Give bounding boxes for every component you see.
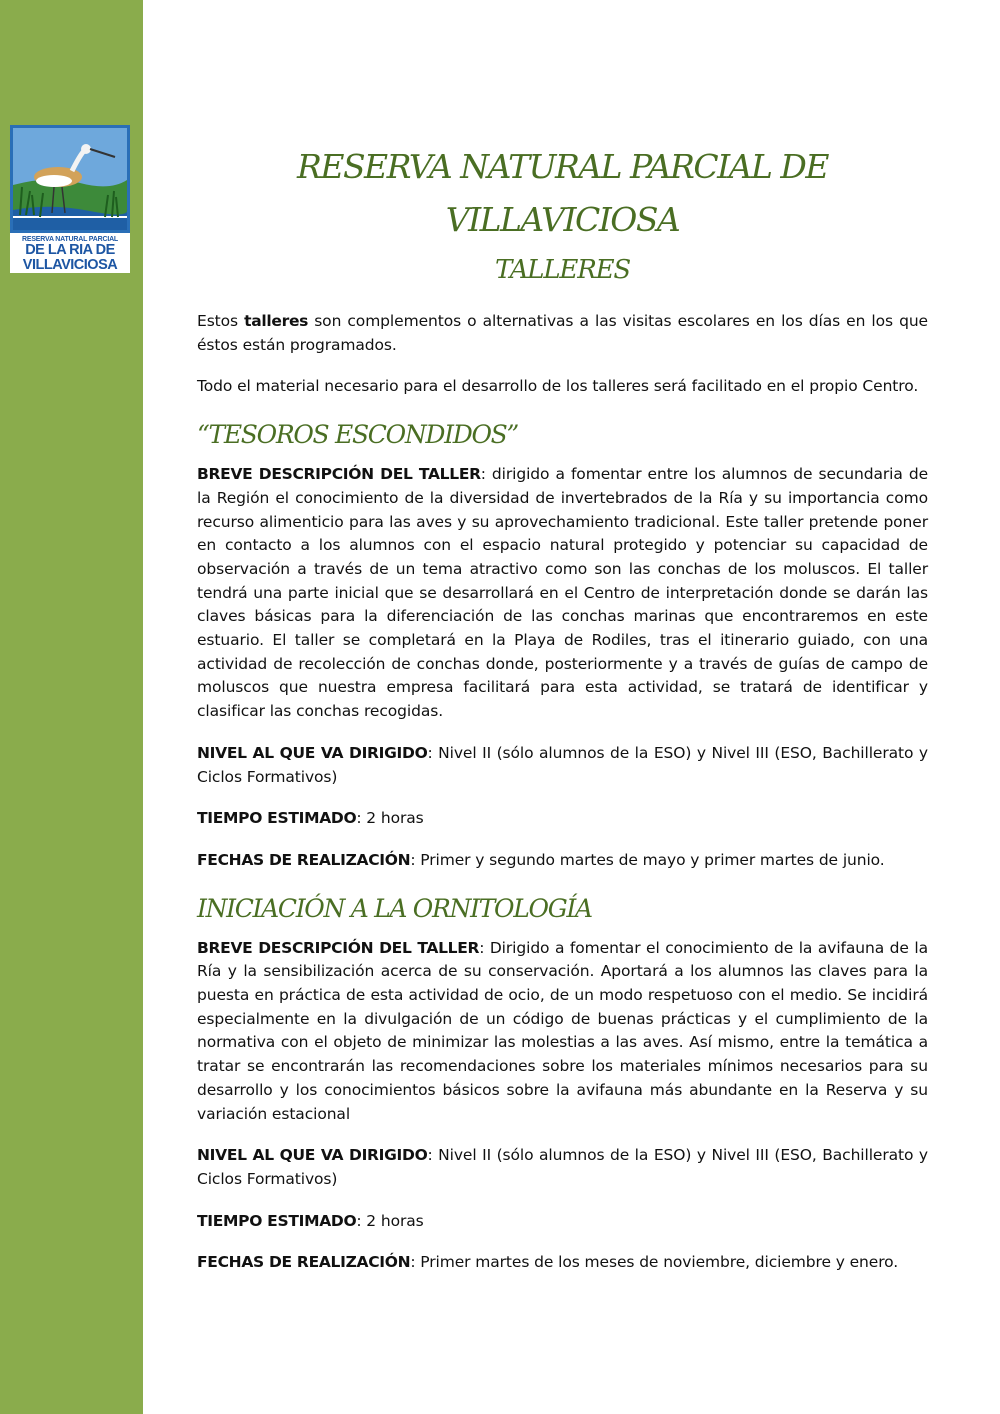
workshop-2-time: [197, 1210, 928, 1234]
workshop-1-dates: [197, 849, 928, 873]
time-label: TIEMPO ESTIMADO: [197, 809, 357, 828]
description-text: : dirigido a fomentar entre los alumnos de secundaria de la Región el conocimiento de la diversidad de invertebrados de la Ría y su importancia como recurso alimenticio para las aves y su aprovechamiento tradicional. Este taller pretende poner en contacto a los alumnos con el espacio natural protegido y potenciar su capacidad de observación a través de un tema atractivo como son las conchas de los moluscos. El taller tendrá una parte inicial que se desarrollará en el Centro de interpretación donde se darán las claves básicas para la diferenciación de las conchas marinas que encontraremos en este estuario. El taller se completará en la Playa de Rodiles, tras el itinerario guiado, con una actividad de recolección de conchas donde, posteriormente y a través de guías de campo de moluscos que nuestra empresa facilitará para esta actividad, se tratará de identificar y clasificar las conchas recogidas.: [197, 465, 928, 721]
workshop-2-title: INICIACIÓN A LA ORNITOLOGÍA: [197, 893, 592, 923]
dates-label: FECHAS DE REALIZACIÓN: [197, 850, 411, 869]
intro-text-start: Estos: [197, 312, 245, 330]
page-subtitle: TALLERES: [495, 255, 630, 285]
level-text: : Nivel II (sólo alumnos de la ESO) y Nivel III (ESO, Bachillerato y Ciclos Formativos): [197, 743, 929, 786]
level-label: NIVEL AL QUE VA DIRIGIDO: [197, 743, 428, 762]
intro-text-end: son complementos o alternativas a las visitas escolares en los días en los que éstos están programados.: [197, 312, 928, 354]
logo-line-3: VILLAVICIOSA: [22, 256, 118, 273]
dates-label: FECHAS DE REALIZACIÓN: [197, 1253, 411, 1272]
level-label: NIVEL AL QUE VA DIRIGIDO: [197, 1146, 428, 1165]
logo-line-1: RESERVA NATURAL PARCIAL: [22, 236, 118, 243]
workshop-2-description: [197, 937, 928, 1127]
level-text: : Nivel II (sólo alumnos de la ESO) y Nivel III (ESO, Bachillerato y Ciclos Formativos): [197, 1146, 929, 1188]
intro-paragraph-1: [197, 310, 928, 357]
workshop-1-description: [197, 463, 928, 724]
logo-text: [10, 234, 130, 273]
workshop-2-dates: [197, 1251, 928, 1275]
reserve-logo: [10, 125, 130, 273]
sidebar: [0, 0, 143, 1414]
workshop-1-level: [197, 742, 928, 789]
page-title: RESERVA NATURAL PARCIAL DE VILLAVICIOSA: [297, 147, 828, 239]
description-text: : Dirigido a fomentar el conocimiento de la avifauna de la Ría y la sensibilización acerca de su conservación. Aportará a los alumnos las claves para la puesta en práctica de esta actividad de ocio, de un modo respetuoso con el medio. Se incidirá especialmente en la divulgación de un código de buenas prácticas y el cumplimiento de la normativa con el objeto de minimizar las molestias a las aves. Así mismo, entre la temática a tratar se encontrarán las recomendaciones sobre los materiales mínimos necesarios para su desarrollo y los conocimientos básicos sobre la avifauna más abundante en la Reserva y su variación estacional: [197, 938, 928, 1123]
bird-logo-icon: [10, 125, 130, 233]
dates-text: : Primer y segundo martes de mayo y primer martes de junio.: [410, 850, 885, 869]
description-label: BREVE DESCRIPCIÓN DEL TALLER: [197, 465, 481, 484]
document-body: [197, 140, 928, 1293]
description-label: BREVE DESCRIPCIÓN DEL TALLER: [197, 938, 480, 957]
logo-line-2: DE LA RIA DE: [25, 242, 115, 258]
workshop-2-level: [197, 1144, 928, 1191]
intro-bold-term: talleres: [244, 312, 309, 330]
workshop-1-time: [197, 807, 928, 831]
dates-text: : Primer martes de los meses de noviembre, diciembre y enero.: [410, 1253, 899, 1272]
workshop-1-title: “TESOROS ESCONDIDOS”: [197, 420, 518, 450]
time-text: : 2 horas: [356, 1211, 424, 1230]
time-label: TIEMPO ESTIMADO: [197, 1211, 357, 1230]
intro-paragraph-2: Todo el material necesario para el desarrollo de los talleres será facilitado en el propio Centro.: [197, 377, 919, 396]
time-text: : 2 horas: [356, 809, 424, 828]
